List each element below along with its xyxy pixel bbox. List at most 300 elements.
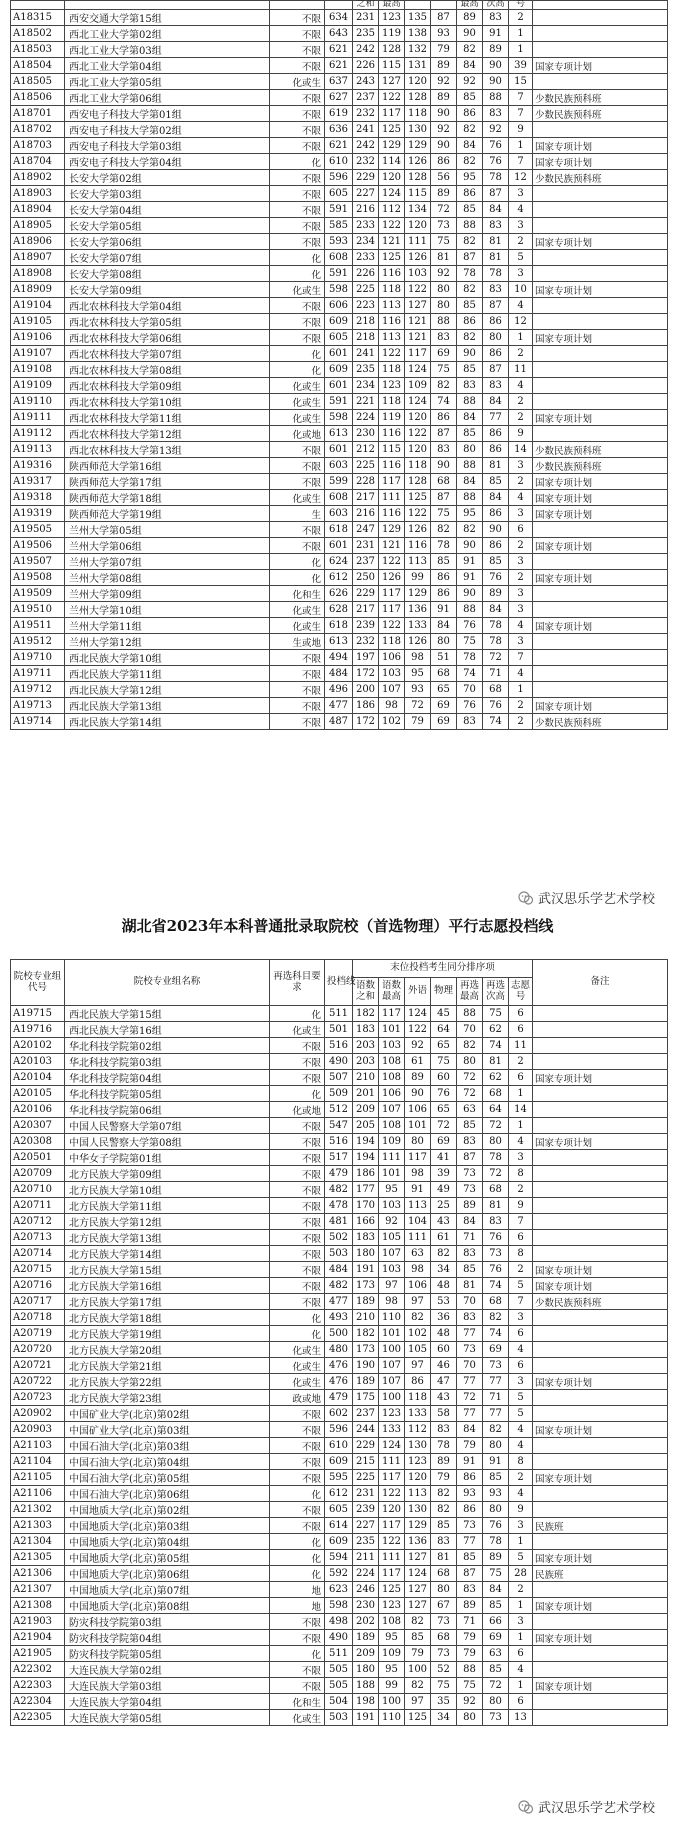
table-cell: 100 bbox=[405, 1662, 431, 1678]
table-cell: 81 bbox=[483, 250, 509, 266]
table-cell: 229 bbox=[353, 1438, 379, 1454]
table-cell: 503 bbox=[325, 1246, 353, 1262]
table-cell: 128 bbox=[379, 42, 405, 58]
table-cell: 93 bbox=[431, 26, 457, 42]
table-cell: 西北农林科技大学第05组 bbox=[65, 314, 270, 330]
table-row bbox=[11, 1454, 668, 1470]
table-cell: 239 bbox=[353, 1502, 379, 1518]
table-cell: 3 bbox=[509, 506, 533, 522]
table-row bbox=[11, 602, 668, 618]
table-cell: 128 bbox=[405, 474, 431, 490]
table-cell: 8 bbox=[509, 1246, 533, 1262]
table-cell: 78 bbox=[457, 650, 483, 666]
table-cell: 101 bbox=[379, 1166, 405, 1182]
table-cell: 612 bbox=[325, 570, 353, 586]
table-row bbox=[11, 634, 668, 650]
table-cell: 127 bbox=[405, 298, 431, 314]
table-cell: 601 bbox=[325, 346, 353, 362]
table-cell bbox=[533, 1310, 668, 1326]
table-cell: 87 bbox=[483, 298, 509, 314]
table-cell: 西安电子科技大学第01组 bbox=[65, 106, 270, 122]
header-score: 投档线 bbox=[325, 960, 353, 1006]
table-cell bbox=[533, 634, 668, 650]
table-cell: 65 bbox=[431, 682, 457, 698]
table-cell: 74 bbox=[483, 1278, 509, 1294]
table-cell: 95 bbox=[405, 666, 431, 682]
table-cell: 205 bbox=[353, 1118, 379, 1134]
table-cell: 626 bbox=[325, 586, 353, 602]
table-cell: 516 bbox=[325, 1038, 353, 1054]
table-cell: 92 bbox=[431, 74, 457, 90]
table-cell: 92 bbox=[431, 122, 457, 138]
table-cell: 232 bbox=[353, 106, 379, 122]
table-cell: 81 bbox=[457, 1278, 483, 1294]
table-cell: 73 bbox=[483, 1358, 509, 1374]
table-cell: A20721 bbox=[11, 1358, 65, 1374]
table-cell: A20712 bbox=[11, 1214, 65, 1230]
table-cell: 95 bbox=[379, 1662, 405, 1678]
table-cell: 74 bbox=[457, 666, 483, 682]
table-cell: 138 bbox=[405, 26, 431, 42]
table-cell: 189 bbox=[353, 1630, 379, 1646]
table-cell: 化或生 bbox=[270, 490, 325, 506]
table-cell: 84 bbox=[483, 1582, 509, 1598]
table-cell: 86 bbox=[431, 410, 457, 426]
table-cell: 480 bbox=[325, 1342, 353, 1358]
table-cell: 15 bbox=[509, 74, 533, 90]
table-row bbox=[11, 1262, 668, 1278]
table-cell: A19510 bbox=[11, 602, 65, 618]
table-cell: 231 bbox=[353, 10, 379, 26]
table-cell: 628 bbox=[325, 602, 353, 618]
table-cell: 490 bbox=[325, 1054, 353, 1070]
table-cell: A21905 bbox=[11, 1646, 65, 1662]
table-cell: 111 bbox=[379, 1150, 405, 1166]
table-cell: 92 bbox=[405, 1038, 431, 1054]
table-cell: 230 bbox=[353, 1598, 379, 1614]
table-cell: 4 bbox=[509, 1662, 533, 1678]
table-cell: 61 bbox=[431, 1230, 457, 1246]
table-cell: 125 bbox=[379, 250, 405, 266]
header-sub: 语数最高 bbox=[379, 978, 405, 1006]
table-cell: 5 bbox=[509, 1390, 533, 1406]
table-cell: 85 bbox=[457, 298, 483, 314]
table-cell: 71 bbox=[483, 1390, 509, 1406]
table-cell: 82 bbox=[431, 522, 457, 538]
table-row bbox=[11, 394, 668, 410]
table-cell: 西北民族大学第13组 bbox=[65, 698, 270, 714]
table-cell: 北方民族大学第11组 bbox=[65, 1198, 270, 1214]
table-cell: 中国地质大学(北京)第02组 bbox=[65, 1502, 270, 1518]
table-cell: 105 bbox=[379, 1230, 405, 1246]
table-cell: 237 bbox=[353, 554, 379, 570]
table-cell: 80 bbox=[405, 1134, 431, 1150]
table-cell: 596 bbox=[325, 170, 353, 186]
table-row bbox=[11, 1422, 668, 1438]
table-cell: 182 bbox=[353, 1006, 379, 1022]
table-cell: 9 bbox=[509, 1502, 533, 1518]
table-cell: 西北农林科技大学第08组 bbox=[65, 362, 270, 378]
table-cell: 134 bbox=[405, 202, 431, 218]
table-cell: 中国石油大学(北京)第05组 bbox=[65, 1470, 270, 1486]
table-cell: 82 bbox=[457, 282, 483, 298]
table-cell: 108 bbox=[379, 1070, 405, 1086]
table-cell: 76 bbox=[483, 1262, 509, 1278]
table-cell: 234 bbox=[353, 234, 379, 250]
table-cell: 国家专项计划 bbox=[533, 1134, 668, 1150]
table-cell: 51 bbox=[431, 650, 457, 666]
table-cell: A20717 bbox=[11, 1294, 65, 1310]
table-cell: 116 bbox=[405, 538, 431, 554]
table-cell: 246 bbox=[353, 1582, 379, 1598]
header-cell: 最高 bbox=[379, 1, 405, 10]
table-cell: 6 bbox=[509, 1326, 533, 1342]
table-cell bbox=[533, 682, 668, 698]
table-cell: A20902 bbox=[11, 1406, 65, 1422]
table-cell: 107 bbox=[379, 1246, 405, 1262]
table-cell: 172 bbox=[353, 666, 379, 682]
table-cell: 511 bbox=[325, 1006, 353, 1022]
table-cell: 78 bbox=[483, 618, 509, 634]
table-cell: 95 bbox=[379, 1630, 405, 1646]
table-cell: A18502 bbox=[11, 26, 65, 42]
table-cell: 210 bbox=[353, 1070, 379, 1086]
table-cell: 化 bbox=[270, 570, 325, 586]
table-cell: 西北农林科技大学第11组 bbox=[65, 410, 270, 426]
table-cell: 613 bbox=[325, 634, 353, 650]
table-row bbox=[11, 378, 668, 394]
table-cell: 75 bbox=[483, 1006, 509, 1022]
table-cell bbox=[533, 1534, 668, 1550]
header-code: 院校专业组代号 bbox=[11, 960, 65, 1006]
table-cell: 79 bbox=[405, 1646, 431, 1662]
table-cell: 227 bbox=[353, 1518, 379, 1534]
table-cell: 501 bbox=[325, 1022, 353, 1038]
table-cell: 122 bbox=[379, 554, 405, 570]
table-cell: 化或生 bbox=[270, 1342, 325, 1358]
table-cell: 85 bbox=[457, 1262, 483, 1278]
table-cell: 84 bbox=[483, 202, 509, 218]
table-cell bbox=[533, 218, 668, 234]
table-cell: 591 bbox=[325, 394, 353, 410]
table-cell: A19506 bbox=[11, 538, 65, 554]
table-cell: 476 bbox=[325, 1358, 353, 1374]
table-cell: 不限 bbox=[270, 42, 325, 58]
header-cell bbox=[325, 1, 353, 10]
table-cell: 不限 bbox=[270, 1422, 325, 1438]
table-row bbox=[11, 202, 668, 218]
table-cell: 116 bbox=[379, 266, 405, 282]
table-cell: 化或生 bbox=[270, 282, 325, 298]
table-cell: 76 bbox=[483, 154, 509, 170]
table-cell: 99 bbox=[405, 570, 431, 586]
table-cell: 3 bbox=[509, 602, 533, 618]
table-cell: 136 bbox=[405, 1534, 431, 1550]
table-cell: 91 bbox=[457, 570, 483, 586]
table-cell: 123 bbox=[405, 1454, 431, 1470]
table-cell: 113 bbox=[405, 1486, 431, 1502]
table-cell: A18703 bbox=[11, 138, 65, 154]
table-cell: 97 bbox=[379, 1278, 405, 1294]
table-cell: A20102 bbox=[11, 1038, 65, 1054]
table-cell: A18504 bbox=[11, 58, 65, 74]
table-cell: 98 bbox=[405, 650, 431, 666]
table-cell: 87 bbox=[457, 1150, 483, 1166]
table-cell: 85 bbox=[457, 202, 483, 218]
table-cell bbox=[533, 1486, 668, 1502]
admission-table-top bbox=[10, 0, 668, 730]
table-cell: 89 bbox=[431, 186, 457, 202]
table-row bbox=[11, 346, 668, 362]
table-cell: 86 bbox=[483, 426, 509, 442]
table-cell: 203 bbox=[353, 1038, 379, 1054]
table-cell bbox=[533, 1662, 668, 1678]
table-cell: 12 bbox=[509, 170, 533, 186]
table-cell: 74 bbox=[483, 714, 509, 730]
table-cell: 56 bbox=[431, 170, 457, 186]
table-cell bbox=[533, 42, 668, 58]
table-cell: 化 bbox=[270, 250, 325, 266]
table-cell: 116 bbox=[379, 314, 405, 330]
table-row bbox=[11, 650, 668, 666]
table-cell: 235 bbox=[353, 26, 379, 42]
table-cell: 118 bbox=[379, 282, 405, 298]
table-cell: A19113 bbox=[11, 442, 65, 458]
table-cell: 3 bbox=[509, 186, 533, 202]
table-cell: 63 bbox=[483, 1646, 509, 1662]
table-cell: 兰州大学第06组 bbox=[65, 538, 270, 554]
table-cell: 191 bbox=[353, 1710, 379, 1726]
table-cell: A20716 bbox=[11, 1278, 65, 1294]
table-cell: 228 bbox=[353, 474, 379, 490]
table-cell: 85 bbox=[431, 1518, 457, 1534]
table-cell: 3 bbox=[509, 634, 533, 650]
table-cell: 76 bbox=[483, 1230, 509, 1246]
table-cell: 88 bbox=[457, 1662, 483, 1678]
table-cell: 中国地质大学(北京)第05组 bbox=[65, 1550, 270, 1566]
table-cell: 国家专项计划 bbox=[533, 1598, 668, 1614]
table-cell: 中国矿业大学(北京)第03组 bbox=[65, 1422, 270, 1438]
table-cell: 129 bbox=[405, 586, 431, 602]
table-cell: 72 bbox=[431, 1118, 457, 1134]
table-cell: 政或地 bbox=[270, 1390, 325, 1406]
header-sub: 外语 bbox=[405, 978, 431, 1006]
table-row bbox=[11, 1310, 668, 1326]
table-cell: 北方民族大学第19组 bbox=[65, 1326, 270, 1342]
table-cell: 73 bbox=[431, 218, 457, 234]
table-cell: 91 bbox=[405, 1182, 431, 1198]
table-cell: 122 bbox=[379, 1534, 405, 1550]
table-cell bbox=[533, 1502, 668, 1518]
table-row bbox=[11, 1294, 668, 1310]
table-cell: 5 bbox=[509, 1406, 533, 1422]
table-cell: 166 bbox=[353, 1214, 379, 1230]
table-cell: 73 bbox=[457, 1518, 483, 1534]
table-cell: A19107 bbox=[11, 346, 65, 362]
table-cell: 82 bbox=[483, 1310, 509, 1326]
table-cell: A20719 bbox=[11, 1326, 65, 1342]
table-cell: 不限 bbox=[270, 218, 325, 234]
table-cell: 91 bbox=[457, 554, 483, 570]
table-cell: 123 bbox=[379, 10, 405, 26]
table-cell: 防灾科技学院第03组 bbox=[65, 1614, 270, 1630]
table-cell: 不限 bbox=[270, 234, 325, 250]
header-sub: 语数之和 bbox=[353, 978, 379, 1006]
table-cell: 505 bbox=[325, 1678, 353, 1694]
table-cell: 兰州大学第07组 bbox=[65, 554, 270, 570]
table-cell: 89 bbox=[405, 1070, 431, 1086]
table-row bbox=[11, 298, 668, 314]
table-cell: 不限 bbox=[270, 458, 325, 474]
table-cell: 95 bbox=[457, 506, 483, 522]
table-cell: 610 bbox=[325, 1438, 353, 1454]
table-cell: 235 bbox=[353, 1534, 379, 1550]
table-cell: 北方民族大学第09组 bbox=[65, 1166, 270, 1182]
table-cell: A19317 bbox=[11, 474, 65, 490]
table-cell: 大连民族大学第05组 bbox=[65, 1710, 270, 1726]
table-cell: A18315 bbox=[11, 10, 65, 26]
table-cell: 135 bbox=[405, 10, 431, 26]
table-cell: 82 bbox=[483, 1422, 509, 1438]
table-cell bbox=[533, 1694, 668, 1710]
table-cell: 8 bbox=[509, 1166, 533, 1182]
table-cell: 4 bbox=[509, 1134, 533, 1150]
table-cell: 88 bbox=[483, 90, 509, 106]
table-cell: 216 bbox=[353, 506, 379, 522]
table-cell: 95 bbox=[379, 1182, 405, 1198]
table-cell: 90 bbox=[483, 58, 509, 74]
table-cell: A19716 bbox=[11, 1022, 65, 1038]
table-cell: A20308 bbox=[11, 1134, 65, 1150]
table-cell: 65 bbox=[431, 1102, 457, 1118]
table-cell: 118 bbox=[405, 1390, 431, 1406]
table-cell: 605 bbox=[325, 330, 353, 346]
table-cell bbox=[533, 1054, 668, 1070]
table-cell: 76 bbox=[457, 618, 483, 634]
table-cell: 4 bbox=[509, 298, 533, 314]
table-cell: 华北科技学院第05组 bbox=[65, 1086, 270, 1102]
table-cell: 9 bbox=[509, 1198, 533, 1214]
table-cell: 601 bbox=[325, 378, 353, 394]
table-cell: 76 bbox=[483, 698, 509, 714]
table-cell: 兰州大学第12组 bbox=[65, 634, 270, 650]
table-cell: 国家专项计划 bbox=[533, 138, 668, 154]
table-cell: 80 bbox=[457, 1710, 483, 1726]
table-row bbox=[11, 1630, 668, 1646]
table-cell: 48 bbox=[431, 1278, 457, 1294]
table-cell: 不限 bbox=[270, 1246, 325, 1262]
table-cell: 83 bbox=[483, 282, 509, 298]
table-cell: 1 bbox=[509, 330, 533, 346]
table-row bbox=[11, 410, 668, 426]
table-cell: 4 bbox=[509, 490, 533, 506]
table-cell: 西安电子科技大学第02组 bbox=[65, 122, 270, 138]
table-cell: 123 bbox=[379, 1598, 405, 1614]
table-cell: 化或生 bbox=[270, 602, 325, 618]
table-cell: 西北农林科技大学第09组 bbox=[65, 378, 270, 394]
table-cell: 61 bbox=[405, 1054, 431, 1070]
table-row bbox=[11, 330, 668, 346]
table-cell bbox=[533, 74, 668, 90]
table-cell: A20105 bbox=[11, 1086, 65, 1102]
table-cell: A22304 bbox=[11, 1694, 65, 1710]
table-cell: 73 bbox=[457, 1342, 483, 1358]
table-cell: 92 bbox=[483, 122, 509, 138]
table-cell: 11 bbox=[509, 362, 533, 378]
table-cell: 长安大学第03组 bbox=[65, 186, 270, 202]
table-cell: A20103 bbox=[11, 1054, 65, 1070]
table-cell: 116 bbox=[379, 426, 405, 442]
wechat-icon bbox=[518, 1799, 534, 1815]
table-cell: 6 bbox=[509, 1230, 533, 1246]
table-cell: 241 bbox=[353, 346, 379, 362]
table-cell: 126 bbox=[405, 522, 431, 538]
table-cell: 496 bbox=[325, 682, 353, 698]
table-row bbox=[11, 1246, 668, 1262]
table-cell: 86 bbox=[431, 586, 457, 602]
admission-table-bottom bbox=[10, 959, 668, 1726]
table-cell: 247 bbox=[353, 522, 379, 538]
table-cell: 85 bbox=[483, 1470, 509, 1486]
table-cell: 兰州大学第11组 bbox=[65, 618, 270, 634]
table-cell: 83 bbox=[483, 1214, 509, 1230]
table-cell: 502 bbox=[325, 1230, 353, 1246]
table-cell bbox=[533, 26, 668, 42]
table-cell: A19106 bbox=[11, 330, 65, 346]
table-cell: 221 bbox=[353, 394, 379, 410]
table-cell: 77 bbox=[457, 1326, 483, 1342]
table-cell: 78 bbox=[431, 1438, 457, 1454]
table-cell: 西安交通大学第15组 bbox=[65, 10, 270, 26]
table-cell bbox=[533, 1406, 668, 1422]
table-cell: 75 bbox=[431, 1678, 457, 1694]
table-cell: 619 bbox=[325, 106, 353, 122]
table-cell: 79 bbox=[431, 42, 457, 58]
table-cell: 598 bbox=[325, 282, 353, 298]
table-cell: 637 bbox=[325, 74, 353, 90]
table-cell bbox=[533, 250, 668, 266]
table-row bbox=[11, 1038, 668, 1054]
table-cell: 124 bbox=[405, 362, 431, 378]
table-cell: 6 bbox=[509, 1022, 533, 1038]
table-cell: 国家专项计划 bbox=[533, 538, 668, 554]
table-cell: 34 bbox=[431, 1262, 457, 1278]
table-cell: 国家专项计划 bbox=[533, 1630, 668, 1646]
table-cell: 兰州大学第10组 bbox=[65, 602, 270, 618]
table-cell: 不限 bbox=[270, 1678, 325, 1694]
table-cell: 1 bbox=[509, 682, 533, 698]
table-cell: 43 bbox=[431, 1390, 457, 1406]
table-cell: 118 bbox=[379, 394, 405, 410]
table-cell: 国家专项计划 bbox=[533, 1374, 668, 1390]
table-cell: 476 bbox=[325, 1374, 353, 1390]
table-cell: 75 bbox=[431, 506, 457, 522]
table-cell: 不限 bbox=[270, 90, 325, 106]
table-cell: 不限 bbox=[270, 1054, 325, 1070]
table-cell: 75 bbox=[457, 634, 483, 650]
table-cell: 121 bbox=[405, 314, 431, 330]
table-cell: 79 bbox=[431, 1470, 457, 1486]
table-cell: 不限 bbox=[270, 1150, 325, 1166]
table-cell: 80 bbox=[457, 442, 483, 458]
table-cell: 234 bbox=[353, 378, 379, 394]
table-cell: 121 bbox=[405, 330, 431, 346]
table-row bbox=[11, 170, 668, 186]
table-cell: 87 bbox=[431, 490, 457, 506]
table-cell: 71 bbox=[457, 1614, 483, 1630]
table-cell: 598 bbox=[325, 1598, 353, 1614]
table-cell: 91 bbox=[431, 602, 457, 618]
